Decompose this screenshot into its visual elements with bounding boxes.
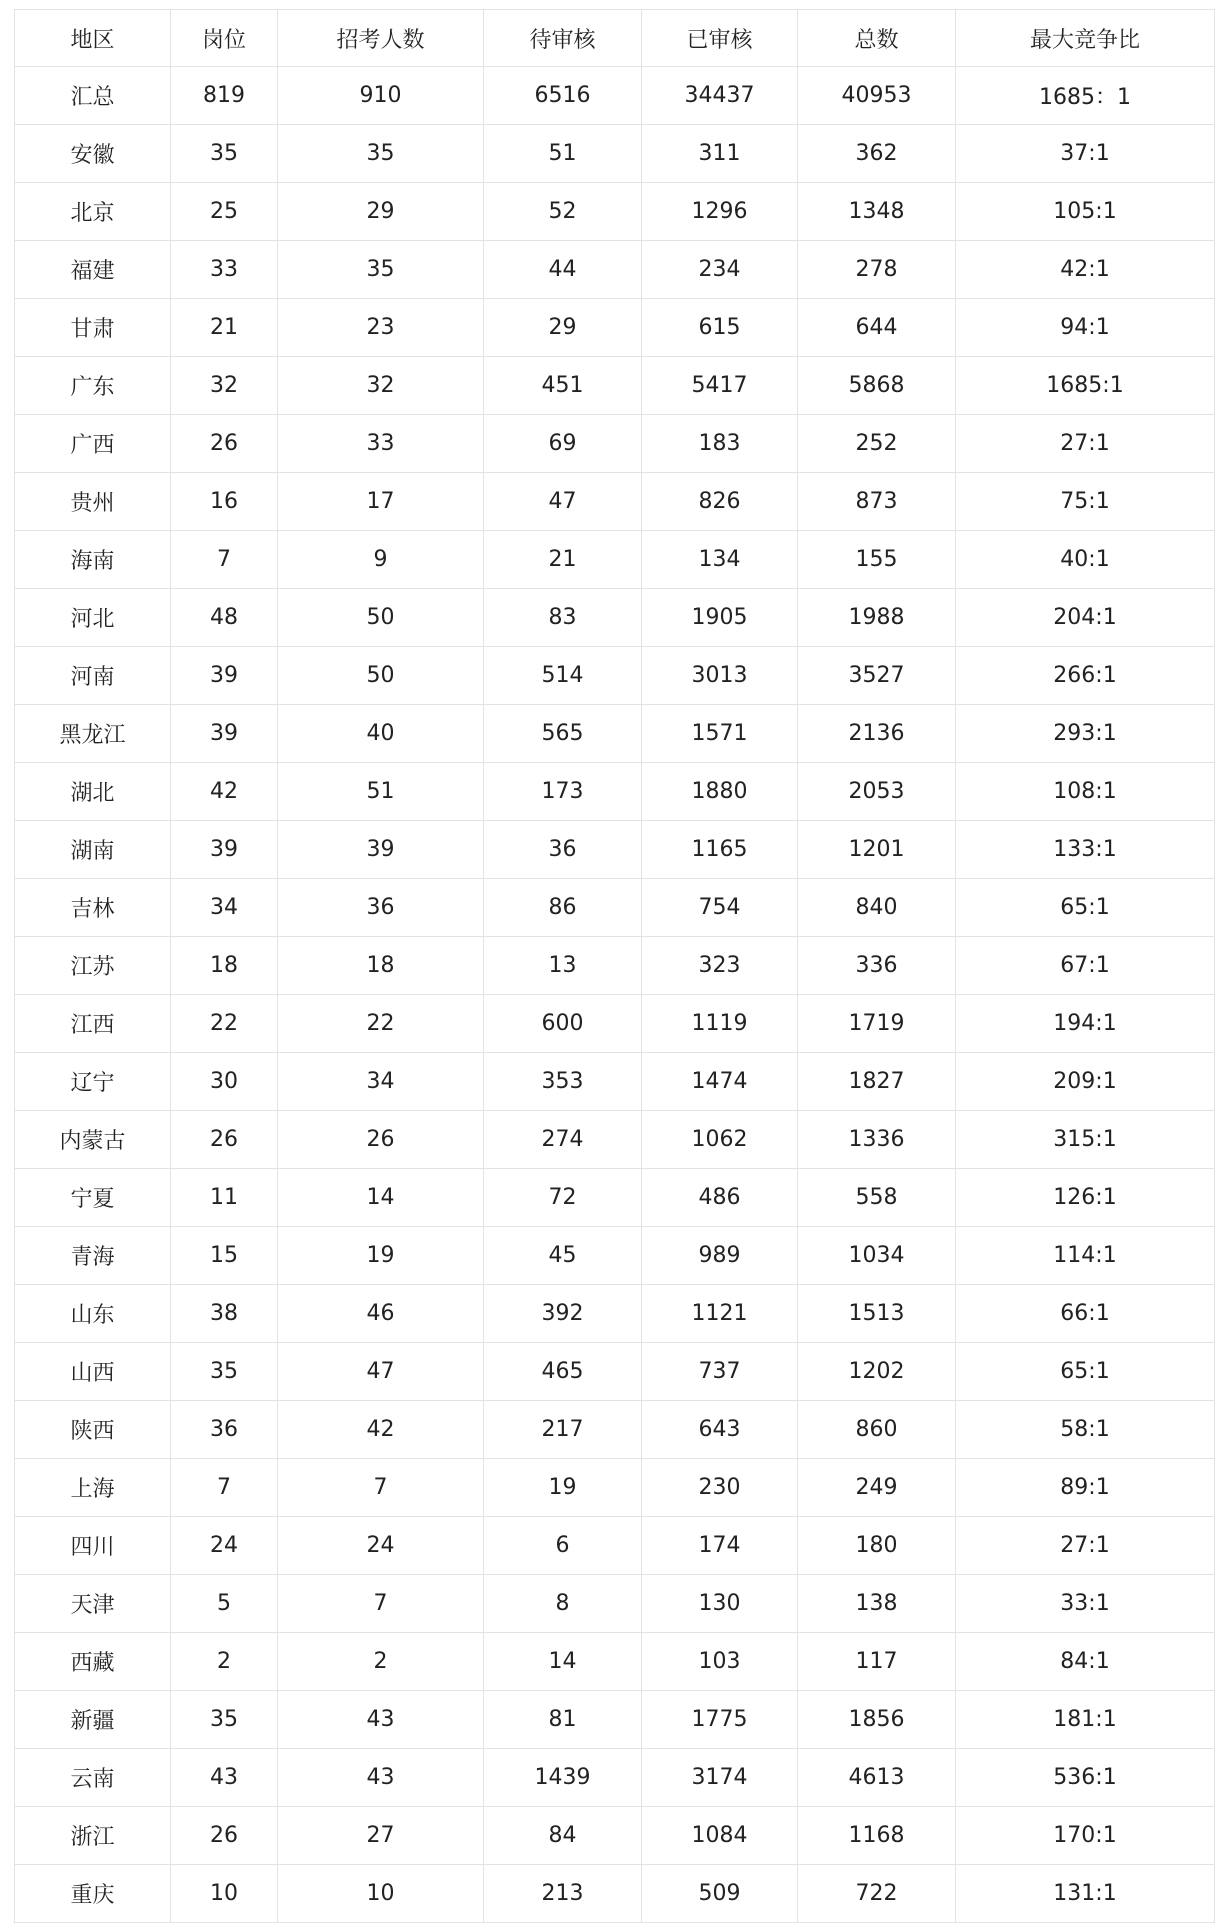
cell-positions: 35 xyxy=(171,1343,278,1401)
cell-total: 1034 xyxy=(798,1227,956,1285)
cell-positions: 11 xyxy=(171,1169,278,1227)
cell-pending-review: 72 xyxy=(484,1169,642,1227)
cell-recruit-count: 51 xyxy=(278,763,484,821)
cell-region: 宁夏 xyxy=(15,1169,171,1227)
cell-recruit-count: 9 xyxy=(278,531,484,589)
cell-recruit-count: 23 xyxy=(278,299,484,357)
table-row xyxy=(15,1227,1215,1285)
cell-positions: 33 xyxy=(171,241,278,299)
cell-positions: 22 xyxy=(171,995,278,1053)
table-row xyxy=(15,531,1215,589)
cell-reviewed: 1165 xyxy=(642,821,798,879)
cell-region: 广东 xyxy=(15,357,171,415)
table-row xyxy=(15,1517,1215,1575)
cell-max-competition-ratio: 58:1 xyxy=(956,1401,1215,1459)
cell-region: 陕西 xyxy=(15,1401,171,1459)
table-row xyxy=(15,995,1215,1053)
cell-positions: 15 xyxy=(171,1227,278,1285)
cell-positions: 42 xyxy=(171,763,278,821)
cell-recruit-count: 42 xyxy=(278,1401,484,1459)
cell-positions: 819 xyxy=(171,67,278,125)
cell-total: 644 xyxy=(798,299,956,357)
cell-total: 1336 xyxy=(798,1111,956,1169)
cell-positions: 26 xyxy=(171,1807,278,1865)
cell-positions: 2 xyxy=(171,1633,278,1691)
cell-total: 2136 xyxy=(798,705,956,763)
cell-positions: 26 xyxy=(171,415,278,473)
cell-total: 1513 xyxy=(798,1285,956,1343)
cell-region: 重庆 xyxy=(15,1865,171,1923)
cell-total: 278 xyxy=(798,241,956,299)
cell-positions: 43 xyxy=(171,1749,278,1807)
cell-max-competition-ratio: 105:1 xyxy=(956,183,1215,241)
cell-region: 湖北 xyxy=(15,763,171,821)
cell-region: 吉林 xyxy=(15,879,171,937)
cell-recruit-count: 22 xyxy=(278,995,484,1053)
cell-recruit-count: 50 xyxy=(278,647,484,705)
table-row xyxy=(15,357,1215,415)
cell-recruit-count: 47 xyxy=(278,1343,484,1401)
cell-pending-review: 1439 xyxy=(484,1749,642,1807)
cell-region: 内蒙古 xyxy=(15,1111,171,1169)
table-row xyxy=(15,299,1215,357)
cell-reviewed: 103 xyxy=(642,1633,798,1691)
cell-region: 广西 xyxy=(15,415,171,473)
cell-reviewed: 311 xyxy=(642,125,798,183)
table-row xyxy=(15,1807,1215,1865)
cell-total: 840 xyxy=(798,879,956,937)
column-header-pending-review: 待审核 xyxy=(484,10,642,67)
table-row xyxy=(15,1691,1215,1749)
cell-positions: 39 xyxy=(171,705,278,763)
cell-positions: 10 xyxy=(171,1865,278,1923)
cell-reviewed: 1084 xyxy=(642,1807,798,1865)
cell-max-competition-ratio: 1685：1 xyxy=(956,67,1215,125)
cell-pending-review: 47 xyxy=(484,473,642,531)
cell-max-competition-ratio: 209:1 xyxy=(956,1053,1215,1111)
table-row xyxy=(15,1285,1215,1343)
table-row xyxy=(15,1865,1215,1923)
cell-region: 江苏 xyxy=(15,937,171,995)
cell-reviewed: 5417 xyxy=(642,357,798,415)
cell-pending-review: 565 xyxy=(484,705,642,763)
cell-total: 873 xyxy=(798,473,956,531)
cell-pending-review: 213 xyxy=(484,1865,642,1923)
cell-max-competition-ratio: 27:1 xyxy=(956,1517,1215,1575)
cell-max-competition-ratio: 181:1 xyxy=(956,1691,1215,1749)
cell-region: 福建 xyxy=(15,241,171,299)
cell-total: 1348 xyxy=(798,183,956,241)
cell-reviewed: 1296 xyxy=(642,183,798,241)
table-body xyxy=(15,67,1215,1923)
cell-max-competition-ratio: 67:1 xyxy=(956,937,1215,995)
table-row xyxy=(15,821,1215,879)
cell-recruit-count: 10 xyxy=(278,1865,484,1923)
cell-positions: 7 xyxy=(171,1459,278,1517)
cell-total: 722 xyxy=(798,1865,956,1923)
cell-positions: 16 xyxy=(171,473,278,531)
cell-region: 汇总 xyxy=(15,67,171,125)
cell-total: 4613 xyxy=(798,1749,956,1807)
cell-total: 180 xyxy=(798,1517,956,1575)
cell-reviewed: 183 xyxy=(642,415,798,473)
cell-max-competition-ratio: 94:1 xyxy=(956,299,1215,357)
cell-reviewed: 615 xyxy=(642,299,798,357)
cell-recruit-count: 43 xyxy=(278,1749,484,1807)
cell-region: 上海 xyxy=(15,1459,171,1517)
cell-region: 海南 xyxy=(15,531,171,589)
cell-max-competition-ratio: 315:1 xyxy=(956,1111,1215,1169)
cell-pending-review: 19 xyxy=(484,1459,642,1517)
cell-max-competition-ratio: 194:1 xyxy=(956,995,1215,1053)
cell-pending-review: 51 xyxy=(484,125,642,183)
cell-recruit-count: 7 xyxy=(278,1459,484,1517)
table-row xyxy=(15,589,1215,647)
cell-recruit-count: 33 xyxy=(278,415,484,473)
cell-positions: 38 xyxy=(171,1285,278,1343)
cell-reviewed: 1905 xyxy=(642,589,798,647)
cell-positions: 34 xyxy=(171,879,278,937)
cell-region: 河北 xyxy=(15,589,171,647)
cell-region: 山西 xyxy=(15,1343,171,1401)
cell-pending-review: 600 xyxy=(484,995,642,1053)
cell-positions: 25 xyxy=(171,183,278,241)
cell-max-competition-ratio: 293:1 xyxy=(956,705,1215,763)
cell-positions: 30 xyxy=(171,1053,278,1111)
cell-total: 1988 xyxy=(798,589,956,647)
table-row xyxy=(15,183,1215,241)
cell-reviewed: 754 xyxy=(642,879,798,937)
cell-recruit-count: 39 xyxy=(278,821,484,879)
cell-pending-review: 44 xyxy=(484,241,642,299)
cell-positions: 48 xyxy=(171,589,278,647)
cell-reviewed: 134 xyxy=(642,531,798,589)
table-header xyxy=(15,10,1215,67)
cell-region: 浙江 xyxy=(15,1807,171,1865)
cell-recruit-count: 910 xyxy=(278,67,484,125)
table-row xyxy=(15,241,1215,299)
cell-total: 3527 xyxy=(798,647,956,705)
cell-max-competition-ratio: 1685:1 xyxy=(956,357,1215,415)
cell-total: 1202 xyxy=(798,1343,956,1401)
cell-max-competition-ratio: 33:1 xyxy=(956,1575,1215,1633)
cell-total: 1201 xyxy=(798,821,956,879)
cell-reviewed: 509 xyxy=(642,1865,798,1923)
column-header-total: 总数 xyxy=(798,10,956,67)
cell-region: 黑龙江 xyxy=(15,705,171,763)
cell-region: 新疆 xyxy=(15,1691,171,1749)
cell-positions: 35 xyxy=(171,1691,278,1749)
cell-pending-review: 36 xyxy=(484,821,642,879)
cell-positions: 32 xyxy=(171,357,278,415)
cell-recruit-count: 43 xyxy=(278,1691,484,1749)
column-header-reviewed: 已审核 xyxy=(642,10,798,67)
cell-region: 辽宁 xyxy=(15,1053,171,1111)
cell-pending-review: 217 xyxy=(484,1401,642,1459)
cell-pending-review: 6 xyxy=(484,1517,642,1575)
cell-recruit-count: 17 xyxy=(278,473,484,531)
cell-pending-review: 81 xyxy=(484,1691,642,1749)
cell-positions: 24 xyxy=(171,1517,278,1575)
summary-row xyxy=(15,67,1215,125)
cell-total: 558 xyxy=(798,1169,956,1227)
cell-max-competition-ratio: 84:1 xyxy=(956,1633,1215,1691)
cell-positions: 39 xyxy=(171,647,278,705)
cell-recruit-count: 26 xyxy=(278,1111,484,1169)
cell-total: 1168 xyxy=(798,1807,956,1865)
cell-recruit-count: 32 xyxy=(278,357,484,415)
cell-max-competition-ratio: 75:1 xyxy=(956,473,1215,531)
cell-positions: 36 xyxy=(171,1401,278,1459)
table-row xyxy=(15,763,1215,821)
cell-region: 山东 xyxy=(15,1285,171,1343)
cell-recruit-count: 36 xyxy=(278,879,484,937)
cell-reviewed: 323 xyxy=(642,937,798,995)
cell-pending-review: 6516 xyxy=(484,67,642,125)
cell-positions: 35 xyxy=(171,125,278,183)
cell-max-competition-ratio: 126:1 xyxy=(956,1169,1215,1227)
table-row xyxy=(15,647,1215,705)
cell-pending-review: 86 xyxy=(484,879,642,937)
recruitment-table xyxy=(14,9,1215,1923)
cell-positions: 39 xyxy=(171,821,278,879)
cell-max-competition-ratio: 204:1 xyxy=(956,589,1215,647)
cell-total: 249 xyxy=(798,1459,956,1517)
cell-total: 860 xyxy=(798,1401,956,1459)
cell-reviewed: 3174 xyxy=(642,1749,798,1807)
cell-region: 四川 xyxy=(15,1517,171,1575)
cell-total: 1719 xyxy=(798,995,956,1053)
cell-region: 江西 xyxy=(15,995,171,1053)
cell-pending-review: 173 xyxy=(484,763,642,821)
cell-total: 336 xyxy=(798,937,956,995)
cell-reviewed: 3013 xyxy=(642,647,798,705)
cell-pending-review: 392 xyxy=(484,1285,642,1343)
cell-reviewed: 1571 xyxy=(642,705,798,763)
cell-region: 西藏 xyxy=(15,1633,171,1691)
cell-total: 1856 xyxy=(798,1691,956,1749)
cell-reviewed: 1474 xyxy=(642,1053,798,1111)
cell-region: 云南 xyxy=(15,1749,171,1807)
cell-recruit-count: 29 xyxy=(278,183,484,241)
cell-reviewed: 1062 xyxy=(642,1111,798,1169)
cell-reviewed: 1880 xyxy=(642,763,798,821)
cell-reviewed: 34437 xyxy=(642,67,798,125)
table-row xyxy=(15,1053,1215,1111)
cell-recruit-count: 35 xyxy=(278,241,484,299)
cell-reviewed: 234 xyxy=(642,241,798,299)
cell-recruit-count: 34 xyxy=(278,1053,484,1111)
cell-pending-review: 14 xyxy=(484,1633,642,1691)
cell-reviewed: 486 xyxy=(642,1169,798,1227)
cell-pending-review: 8 xyxy=(484,1575,642,1633)
cell-reviewed: 230 xyxy=(642,1459,798,1517)
cell-recruit-count: 18 xyxy=(278,937,484,995)
cell-max-competition-ratio: 170:1 xyxy=(956,1807,1215,1865)
cell-recruit-count: 7 xyxy=(278,1575,484,1633)
cell-total: 2053 xyxy=(798,763,956,821)
cell-recruit-count: 35 xyxy=(278,125,484,183)
table-row xyxy=(15,1343,1215,1401)
cell-pending-review: 52 xyxy=(484,183,642,241)
cell-region: 甘肃 xyxy=(15,299,171,357)
cell-recruit-count: 14 xyxy=(278,1169,484,1227)
table-row xyxy=(15,1401,1215,1459)
cell-pending-review: 465 xyxy=(484,1343,642,1401)
cell-total: 252 xyxy=(798,415,956,473)
table-row xyxy=(15,879,1215,937)
cell-recruit-count: 50 xyxy=(278,589,484,647)
cell-total: 1827 xyxy=(798,1053,956,1111)
column-header-region: 地区 xyxy=(15,10,171,67)
cell-total: 40953 xyxy=(798,67,956,125)
table-row xyxy=(15,1633,1215,1691)
cell-pending-review: 21 xyxy=(484,531,642,589)
column-header-positions: 岗位 xyxy=(171,10,278,67)
table-row xyxy=(15,1749,1215,1807)
cell-max-competition-ratio: 27:1 xyxy=(956,415,1215,473)
cell-recruit-count: 27 xyxy=(278,1807,484,1865)
cell-recruit-count: 40 xyxy=(278,705,484,763)
cell-reviewed: 1119 xyxy=(642,995,798,1053)
cell-pending-review: 29 xyxy=(484,299,642,357)
cell-region: 天津 xyxy=(15,1575,171,1633)
cell-pending-review: 451 xyxy=(484,357,642,415)
cell-region: 安徽 xyxy=(15,125,171,183)
table-row xyxy=(15,1169,1215,1227)
cell-max-competition-ratio: 114:1 xyxy=(956,1227,1215,1285)
cell-positions: 7 xyxy=(171,531,278,589)
cell-region: 湖南 xyxy=(15,821,171,879)
cell-recruit-count: 2 xyxy=(278,1633,484,1691)
header-row xyxy=(15,10,1215,67)
table-row xyxy=(15,705,1215,763)
table-row xyxy=(15,415,1215,473)
cell-positions: 18 xyxy=(171,937,278,995)
cell-reviewed: 643 xyxy=(642,1401,798,1459)
cell-max-competition-ratio: 42:1 xyxy=(956,241,1215,299)
cell-reviewed: 737 xyxy=(642,1343,798,1401)
cell-max-competition-ratio: 40:1 xyxy=(956,531,1215,589)
cell-pending-review: 45 xyxy=(484,1227,642,1285)
cell-pending-review: 84 xyxy=(484,1807,642,1865)
cell-max-competition-ratio: 131:1 xyxy=(956,1865,1215,1923)
cell-pending-review: 514 xyxy=(484,647,642,705)
cell-positions: 26 xyxy=(171,1111,278,1169)
cell-total: 5868 xyxy=(798,357,956,415)
cell-pending-review: 83 xyxy=(484,589,642,647)
cell-max-competition-ratio: 65:1 xyxy=(956,879,1215,937)
cell-positions: 21 xyxy=(171,299,278,357)
cell-max-competition-ratio: 266:1 xyxy=(956,647,1215,705)
cell-pending-review: 353 xyxy=(484,1053,642,1111)
cell-reviewed: 130 xyxy=(642,1575,798,1633)
cell-max-competition-ratio: 89:1 xyxy=(956,1459,1215,1517)
cell-pending-review: 13 xyxy=(484,937,642,995)
cell-reviewed: 826 xyxy=(642,473,798,531)
column-header-max-competition-ratio: 最大竞争比 xyxy=(956,10,1215,67)
cell-total: 117 xyxy=(798,1633,956,1691)
cell-recruit-count: 24 xyxy=(278,1517,484,1575)
cell-reviewed: 1121 xyxy=(642,1285,798,1343)
cell-reviewed: 174 xyxy=(642,1517,798,1575)
cell-total: 155 xyxy=(798,531,956,589)
cell-max-competition-ratio: 37:1 xyxy=(956,125,1215,183)
cell-region: 青海 xyxy=(15,1227,171,1285)
data-table-container xyxy=(14,9,1214,1923)
table-row xyxy=(15,1459,1215,1517)
cell-reviewed: 989 xyxy=(642,1227,798,1285)
cell-positions: 5 xyxy=(171,1575,278,1633)
cell-reviewed: 1775 xyxy=(642,1691,798,1749)
table-row xyxy=(15,937,1215,995)
table-row xyxy=(15,473,1215,531)
cell-pending-review: 274 xyxy=(484,1111,642,1169)
cell-max-competition-ratio: 536:1 xyxy=(956,1749,1215,1807)
cell-max-competition-ratio: 133:1 xyxy=(956,821,1215,879)
table-row xyxy=(15,1111,1215,1169)
cell-total: 362 xyxy=(798,125,956,183)
cell-recruit-count: 46 xyxy=(278,1285,484,1343)
cell-max-competition-ratio: 66:1 xyxy=(956,1285,1215,1343)
table-row xyxy=(15,125,1215,183)
cell-pending-review: 69 xyxy=(484,415,642,473)
table-row xyxy=(15,1575,1215,1633)
cell-total: 138 xyxy=(798,1575,956,1633)
cell-region: 河南 xyxy=(15,647,171,705)
cell-region: 贵州 xyxy=(15,473,171,531)
cell-max-competition-ratio: 108:1 xyxy=(956,763,1215,821)
cell-recruit-count: 19 xyxy=(278,1227,484,1285)
cell-region: 北京 xyxy=(15,183,171,241)
column-header-recruit-count: 招考人数 xyxy=(278,10,484,67)
cell-max-competition-ratio: 65:1 xyxy=(956,1343,1215,1401)
